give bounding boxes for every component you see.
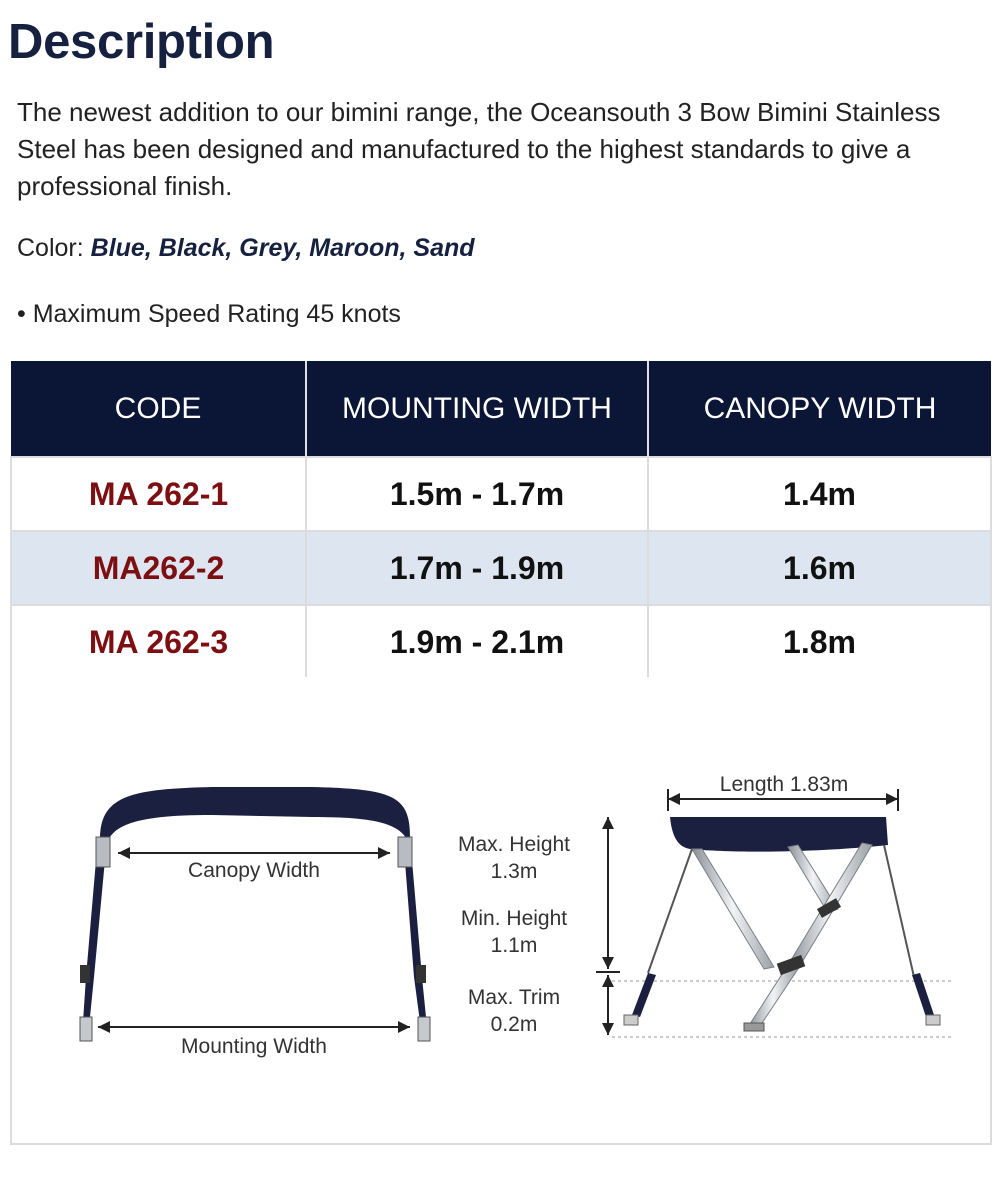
canopy-width-cell: 1.4m	[648, 457, 991, 531]
header-code: CODE	[11, 361, 306, 457]
bimini-diagram	[10, 677, 992, 1145]
table-row	[11, 531, 991, 605]
min-height-value: 1.1m	[490, 934, 538, 957]
table-header-row	[11, 361, 991, 457]
bimini-diagram-svg	[12, 677, 990, 1143]
max-trim-label: Max. Trim	[467, 986, 561, 1009]
mounting-width-cell: 1.9m - 2.1m	[306, 605, 648, 679]
code-cell: MA262-2	[11, 531, 306, 605]
max-height-value: 1.3m	[490, 860, 538, 883]
code-cell: MA 262-1	[11, 457, 306, 531]
side-view	[612, 773, 952, 1037]
header-mounting-width: MOUNTING WIDTH	[306, 361, 648, 457]
height-annotations	[458, 817, 620, 1036]
page-title: Description	[8, 15, 275, 69]
table-row	[11, 457, 991, 531]
max-trim-value: 0.2m	[490, 1013, 538, 1036]
speed-rating-bullet: • Maximum Speed Rating 45 knots	[17, 300, 401, 328]
mounting-width-cell: 1.7m - 1.9m	[306, 531, 648, 605]
color-values: Blue, Black, Grey, Maroon, Sand	[90, 234, 475, 262]
length-label: Length 1.83m	[719, 773, 849, 796]
color-options	[17, 234, 475, 263]
canopy-width-label: Canopy Width	[188, 859, 320, 882]
table-row	[11, 605, 991, 679]
color-label: Color:	[17, 234, 84, 262]
product-description: The newest addition to our bimini range, the Oceansouth 3 Bow Bimini Stainless Steel has been designed and manufactured to the highest standards to give a professional finish.	[17, 97, 941, 201]
canopy-width-cell: 1.8m	[648, 605, 991, 679]
canopy-width-cell: 1.6m	[648, 531, 991, 605]
mounting-width-cell: 1.5m - 1.7m	[306, 457, 648, 531]
header-canopy-width: CANOPY WIDTH	[648, 361, 991, 457]
front-view	[80, 787, 430, 1058]
max-height-label: Max. Height	[457, 833, 571, 856]
size-table	[10, 361, 992, 680]
min-height-label: Min. Height	[460, 907, 568, 930]
mounting-width-label: Mounting Width	[181, 1035, 327, 1058]
code-cell: MA 262-3	[11, 605, 306, 679]
